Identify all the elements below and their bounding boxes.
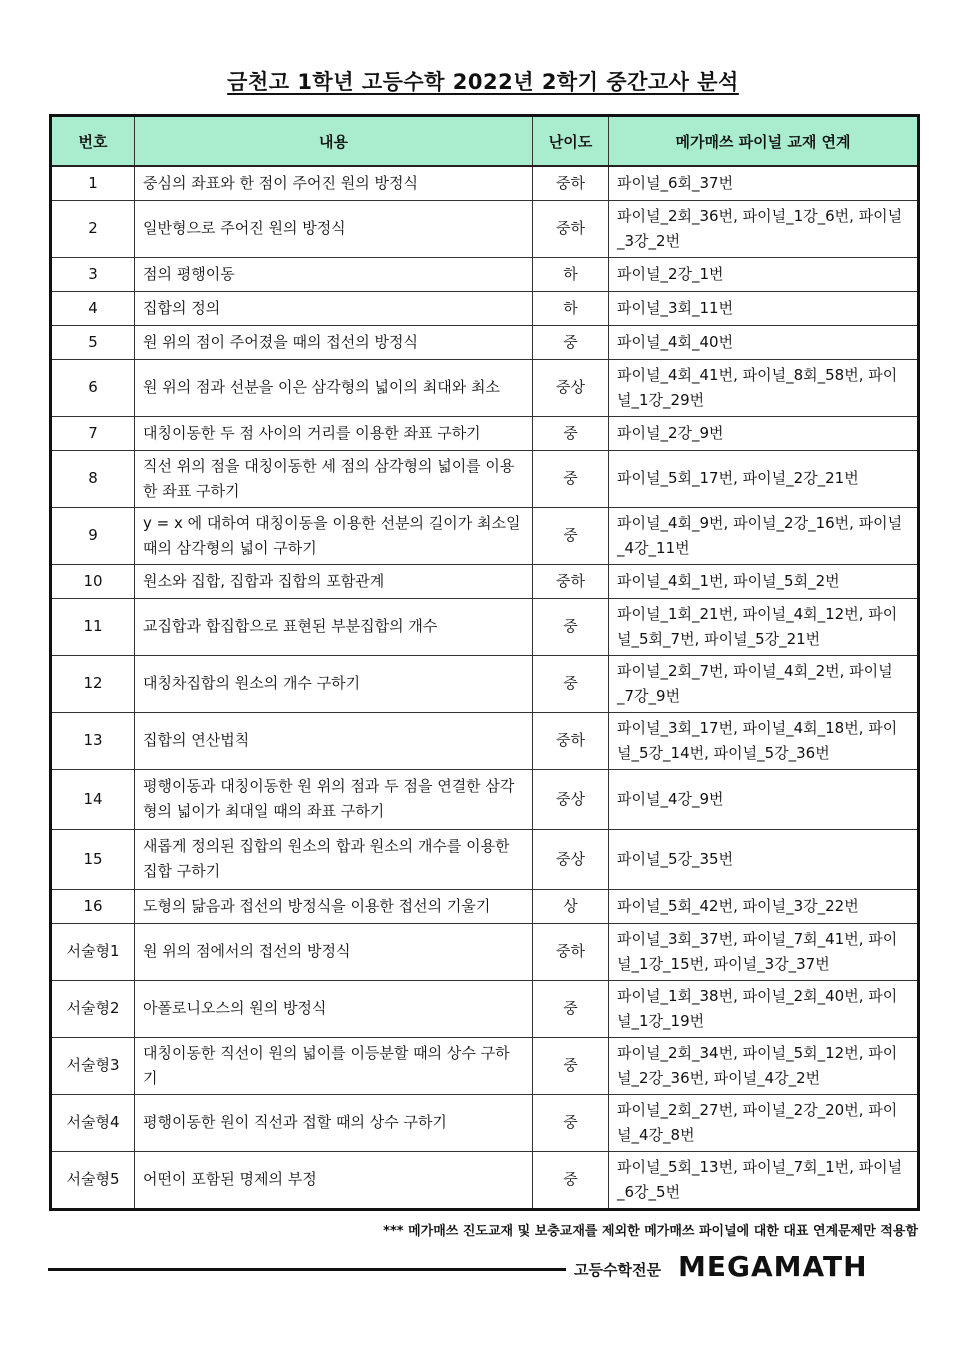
- row-content: 교집합과 합집합으로 표현된 부분집합의 개수: [135, 598, 533, 655]
- row-content: 대칭이동한 직선이 원의 넓이를 이등분할 때의 상수 구하기: [135, 1037, 533, 1094]
- row-difficulty: 중: [533, 1151, 609, 1209]
- table-row: [51, 359, 919, 416]
- row-number: 7: [51, 416, 135, 450]
- row-content: 대칭차집합의 원소의 개수 구하기: [135, 655, 533, 712]
- row-number: 6: [51, 359, 135, 416]
- row-number: 서술형3: [51, 1037, 135, 1094]
- row-link: 파이널_3회_11번: [609, 291, 919, 325]
- row-difficulty: 중상: [533, 359, 609, 416]
- row-content: 새롭게 정의된 집합의 원소의 합과 원소의 개수를 이용한 집합 구하기: [135, 829, 533, 889]
- row-difficulty: 중: [533, 416, 609, 450]
- table-row: [51, 889, 919, 923]
- row-content: 원 위의 점과 선분을 이은 삼각형의 넓이의 최대와 최소: [135, 359, 533, 416]
- row-content: 원소와 집합, 집합과 집합의 포함관계: [135, 564, 533, 598]
- row-content: 직선 위의 점을 대칭이동한 세 점의 삼각형의 넓이를 이용한 좌표 구하기: [135, 450, 533, 507]
- row-number: 3: [51, 257, 135, 291]
- row-number: 서술형4: [51, 1094, 135, 1151]
- table-header-row: [51, 116, 919, 167]
- analysis-table-container: [49, 114, 917, 1211]
- row-number: 13: [51, 712, 135, 769]
- row-difficulty: 중: [533, 1037, 609, 1094]
- row-number: 1: [51, 166, 135, 200]
- row-link: 파이널_2회_34번, 파이널_5회_12번, 파이널_2강_36번, 파이널_4강_2번: [609, 1037, 919, 1094]
- row-content: y = x 에 대하여 대칭이동을 이용한 선분의 길이가 최소일 때의 삼각형의 넓이 구하기: [135, 507, 533, 564]
- row-link: 파이널_6회_37번: [609, 166, 919, 200]
- table-row: [51, 564, 919, 598]
- row-content: 원 위의 점에서의 접선의 방정식: [135, 923, 533, 980]
- header-difficulty: 난이도: [533, 116, 609, 167]
- row-number: 9: [51, 507, 135, 564]
- row-link: 파이널_2강_1번: [609, 257, 919, 291]
- row-link: 파이널_2강_9번: [609, 416, 919, 450]
- brand-subtitle: 고등수학전문: [574, 1261, 661, 1279]
- row-content: 집합의 연산법칙: [135, 712, 533, 769]
- table-row: [51, 200, 919, 257]
- row-link: 파이널_5회_42번, 파이널_3강_22번: [609, 889, 919, 923]
- table-row: [51, 291, 919, 325]
- row-difficulty: 중: [533, 450, 609, 507]
- row-difficulty: 중: [533, 598, 609, 655]
- row-content: 어떤이 포함된 명제의 부정: [135, 1151, 533, 1209]
- row-link: 파이널_3회_17번, 파이널_4회_18번, 파이널_5강_14번, 파이널_5강_36번: [609, 712, 919, 769]
- analysis-table: [49, 114, 920, 1211]
- row-content: 아폴로니오스의 원의 방정식: [135, 980, 533, 1037]
- row-link: 파이널_2회_7번, 파이널_4회_2번, 파이널_7강_9번: [609, 655, 919, 712]
- table-row: [51, 1094, 919, 1151]
- table-row: [51, 1151, 919, 1209]
- header-num: 번호: [51, 116, 135, 167]
- page-title: 금천고 1학년 고등수학 2022년 2학기 중간고사 분석: [227, 70, 739, 94]
- row-number: 서술형5: [51, 1151, 135, 1209]
- table-row: [51, 1037, 919, 1094]
- row-difficulty: 중하: [533, 200, 609, 257]
- row-link: 파이널_5회_17번, 파이널_2강_21번: [609, 450, 919, 507]
- row-link: 파이널_3회_37번, 파이널_7회_41번, 파이널_1강_15번, 파이널_3강_37번: [609, 923, 919, 980]
- row-number: 14: [51, 769, 135, 829]
- row-content: 점의 평행이동: [135, 257, 533, 291]
- row-link: 파이널_5회_13번, 파이널_7회_1번, 파이널_6강_5번: [609, 1151, 919, 1209]
- row-number: 11: [51, 598, 135, 655]
- header-content: 내용: [135, 116, 533, 167]
- table-row: [51, 655, 919, 712]
- row-difficulty: 중: [533, 507, 609, 564]
- table-row: [51, 923, 919, 980]
- table-row: [51, 166, 919, 200]
- row-link: 파이널_5강_35번: [609, 829, 919, 889]
- table-row: [51, 325, 919, 359]
- row-difficulty: 중하: [533, 564, 609, 598]
- row-difficulty: 하: [533, 291, 609, 325]
- table-row: [51, 450, 919, 507]
- row-number: 16: [51, 889, 135, 923]
- row-link: 파이널_4회_41번, 파이널_8회_58번, 파이널_1강_29번: [609, 359, 919, 416]
- row-link: 파이널_1회_38번, 파이널_2회_40번, 파이널_1강_19번: [609, 980, 919, 1037]
- row-content: 대칭이동한 두 점 사이의 거리를 이용한 좌표 구하기: [135, 416, 533, 450]
- row-number: 서술형1: [51, 923, 135, 980]
- table-row: [51, 507, 919, 564]
- row-content: 평행이동한 원이 직선과 접할 때의 상수 구하기: [135, 1094, 533, 1151]
- table-row: [51, 712, 919, 769]
- row-difficulty: 중상: [533, 829, 609, 889]
- row-difficulty: 중: [533, 655, 609, 712]
- row-content: 일반형으로 주어진 원의 방정식: [135, 200, 533, 257]
- row-link: 파이널_4회_1번, 파이널_5회_2번: [609, 564, 919, 598]
- row-link: 파이널_4회_40번: [609, 325, 919, 359]
- table-row: [51, 829, 919, 889]
- row-link: 파이널_2회_27번, 파이널_2강_20번, 파이널_4강_8번: [609, 1094, 919, 1151]
- row-number: 8: [51, 450, 135, 507]
- row-link: 파이널_4회_9번, 파이널_2강_16번, 파이널_4강_11번: [609, 507, 919, 564]
- row-difficulty: 중하: [533, 166, 609, 200]
- row-content: 원 위의 점이 주어졌을 때의 접선의 방정식: [135, 325, 533, 359]
- megamath-logo: MEGAMATH: [678, 1250, 868, 1283]
- footer-divider: [48, 1268, 566, 1271]
- row-number: 서술형2: [51, 980, 135, 1037]
- row-difficulty: 중: [533, 1094, 609, 1151]
- row-difficulty: 중하: [533, 923, 609, 980]
- table-row: [51, 416, 919, 450]
- row-difficulty: 중상: [533, 769, 609, 829]
- table-row: [51, 980, 919, 1037]
- row-number: 4: [51, 291, 135, 325]
- table-row: [51, 769, 919, 829]
- row-number: 15: [51, 829, 135, 889]
- row-number: 12: [51, 655, 135, 712]
- table-row: [51, 257, 919, 291]
- row-difficulty: 하: [533, 257, 609, 291]
- row-link: 파이널_2회_36번, 파이널_1강_6번, 파이널_3강_2번: [609, 200, 919, 257]
- row-link: 파이널_1회_21번, 파이널_4회_12번, 파이널_5회_7번, 파이널_5강_21번: [609, 598, 919, 655]
- table-row: [51, 598, 919, 655]
- row-number: 10: [51, 564, 135, 598]
- row-link: 파이널_4강_9번: [609, 769, 919, 829]
- header-link: 메가매쓰 파이널 교재 연계: [609, 116, 919, 167]
- row-difficulty: 중: [533, 980, 609, 1037]
- footnote: *** 메가매쓰 진도교재 및 보충교재를 제외한 메가매쓰 파이널에 대한 대표 연계문제만 적용함: [383, 1224, 918, 1239]
- row-difficulty: 상: [533, 889, 609, 923]
- row-difficulty: 중하: [533, 712, 609, 769]
- row-difficulty: 중: [533, 325, 609, 359]
- row-content: 집합의 정의: [135, 291, 533, 325]
- row-content: 중심의 좌표와 한 점이 주어진 원의 방정식: [135, 166, 533, 200]
- row-number: 2: [51, 200, 135, 257]
- row-content: 평행이동과 대칭이동한 원 위의 점과 두 점을 연결한 삼각형의 넓이가 최대일 때의 좌표 구하기: [135, 769, 533, 829]
- row-content: 도형의 닮음과 접선의 방정식을 이용한 접선의 기울기: [135, 889, 533, 923]
- row-number: 5: [51, 325, 135, 359]
